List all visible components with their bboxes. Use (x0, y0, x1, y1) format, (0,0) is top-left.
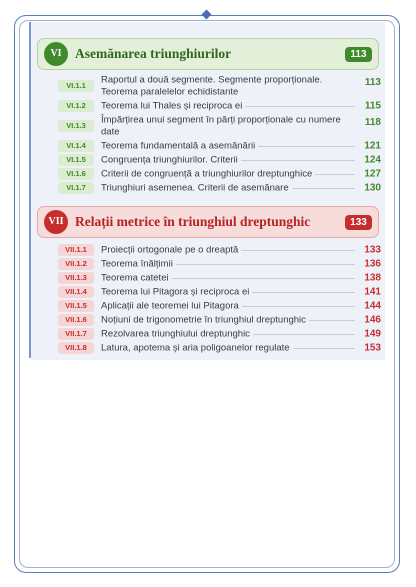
item-page: 153 (364, 342, 381, 354)
item-page: 149 (364, 328, 381, 340)
item-code: VII.1.7 (58, 328, 94, 340)
item-page: 141 (364, 286, 381, 298)
item-code: VII.1.4 (58, 286, 94, 298)
chapter-title: Relații metrice în triunghiul dreptunghic (75, 214, 311, 229)
item-code: VII.1.5 (58, 300, 94, 312)
toc-item-vii-1-8[interactable] (58, 341, 381, 355)
toc-item-vi-1-4[interactable] (58, 139, 381, 153)
toc-spine-line (29, 22, 31, 358)
item-title: Latura, apotema și aria poligoanelor regulate (101, 342, 293, 354)
item-code: VI.1.6 (58, 168, 94, 180)
chapter-number-badge: VII (44, 210, 68, 234)
toc-item-vii-1-6[interactable] (58, 313, 381, 327)
item-code: VI.1.3 (58, 120, 94, 132)
item-page: 115 (364, 100, 381, 112)
item-page: 124 (364, 154, 381, 166)
item-title: Teorema fundamentală a asemănării (101, 140, 258, 152)
item-title: Teorema catetei (101, 272, 172, 284)
toc-item-vii-1-4[interactable] (58, 285, 381, 299)
item-page: 144 (364, 300, 381, 312)
toc-item-vi-1-1[interactable] (58, 74, 381, 98)
toc-item-vii-1-2[interactable] (58, 257, 381, 271)
item-code: VII.1.2 (58, 258, 94, 270)
chapter-title: Asemănarea triunghiurilor (75, 46, 232, 61)
item-title: Criterii de congruență a triunghiurilor dreptunghice (101, 168, 315, 180)
item-page: 118 (364, 117, 381, 128)
item-title: Teorema înălțimii (101, 258, 176, 270)
item-code: VI.1.5 (58, 154, 94, 166)
item-code: VI.1.7 (58, 182, 94, 194)
item-title: Congruența triunghiurilor. Criterii (101, 154, 241, 166)
item-title: Teorema lui Thales și reciproca ei (101, 100, 245, 112)
chapter-page-badge: 113 (345, 47, 372, 62)
item-page: 133 (364, 244, 381, 256)
item-page: 130 (364, 182, 381, 194)
item-title: Teorema lui Pitagora și reciproca ei (101, 286, 252, 298)
item-title: Noțiuni de trigonometrie în triunghiul dreptunghic (101, 314, 309, 326)
item-page: 138 (364, 272, 381, 284)
item-title: Proiecții ortogonale pe o dreaptă (101, 244, 241, 256)
item-title: Triunghiuri asemenea. Criterii de asemănare (101, 182, 292, 194)
toc-item-vi-1-7[interactable] (58, 181, 381, 195)
item-code: VII.1.6 (58, 314, 94, 326)
item-page: 146 (364, 314, 381, 326)
chapter-header-vi[interactable] (37, 38, 379, 70)
item-code: VII.1.1 (58, 244, 94, 256)
toc-item-vi-1-5[interactable] (58, 153, 381, 167)
toc-item-vi-1-6[interactable] (58, 167, 381, 181)
item-page: 113 (364, 77, 381, 88)
item-title: Rezolvarea triunghiului dreptunghic (101, 328, 253, 340)
toc-item-vi-1-3[interactable] (58, 114, 381, 138)
toc-item-vii-1-7[interactable] (58, 327, 381, 341)
item-title: Raportul a două segmente. Segmente proporționale. Teorema paralelelor echidistante (101, 74, 323, 97)
item-code: VII.1.8 (58, 342, 94, 354)
item-page: 136 (364, 258, 381, 270)
item-code: VI.1.2 (58, 100, 94, 112)
toc-item-vii-1-1[interactable] (58, 243, 381, 257)
item-code: VI.1.1 (58, 80, 94, 92)
chapter-page-badge: 133 (345, 215, 372, 230)
item-page: 127 (364, 168, 381, 180)
toc-item-vii-1-5[interactable] (58, 299, 381, 313)
item-page: 121 (364, 140, 381, 152)
chapter-number-badge: VI (44, 42, 68, 66)
toc-item-vi-1-2[interactable] (58, 99, 381, 113)
chapter-header-vii[interactable] (37, 206, 379, 238)
toc-item-vii-1-3[interactable] (58, 271, 381, 285)
item-code: VII.1.3 (58, 272, 94, 284)
item-title: Împărțirea unui segment în părți proporționale cu numere date (101, 114, 341, 137)
item-title: Aplicații ale teoremei lui Pitagora (101, 300, 242, 312)
item-code: VI.1.4 (58, 140, 94, 152)
